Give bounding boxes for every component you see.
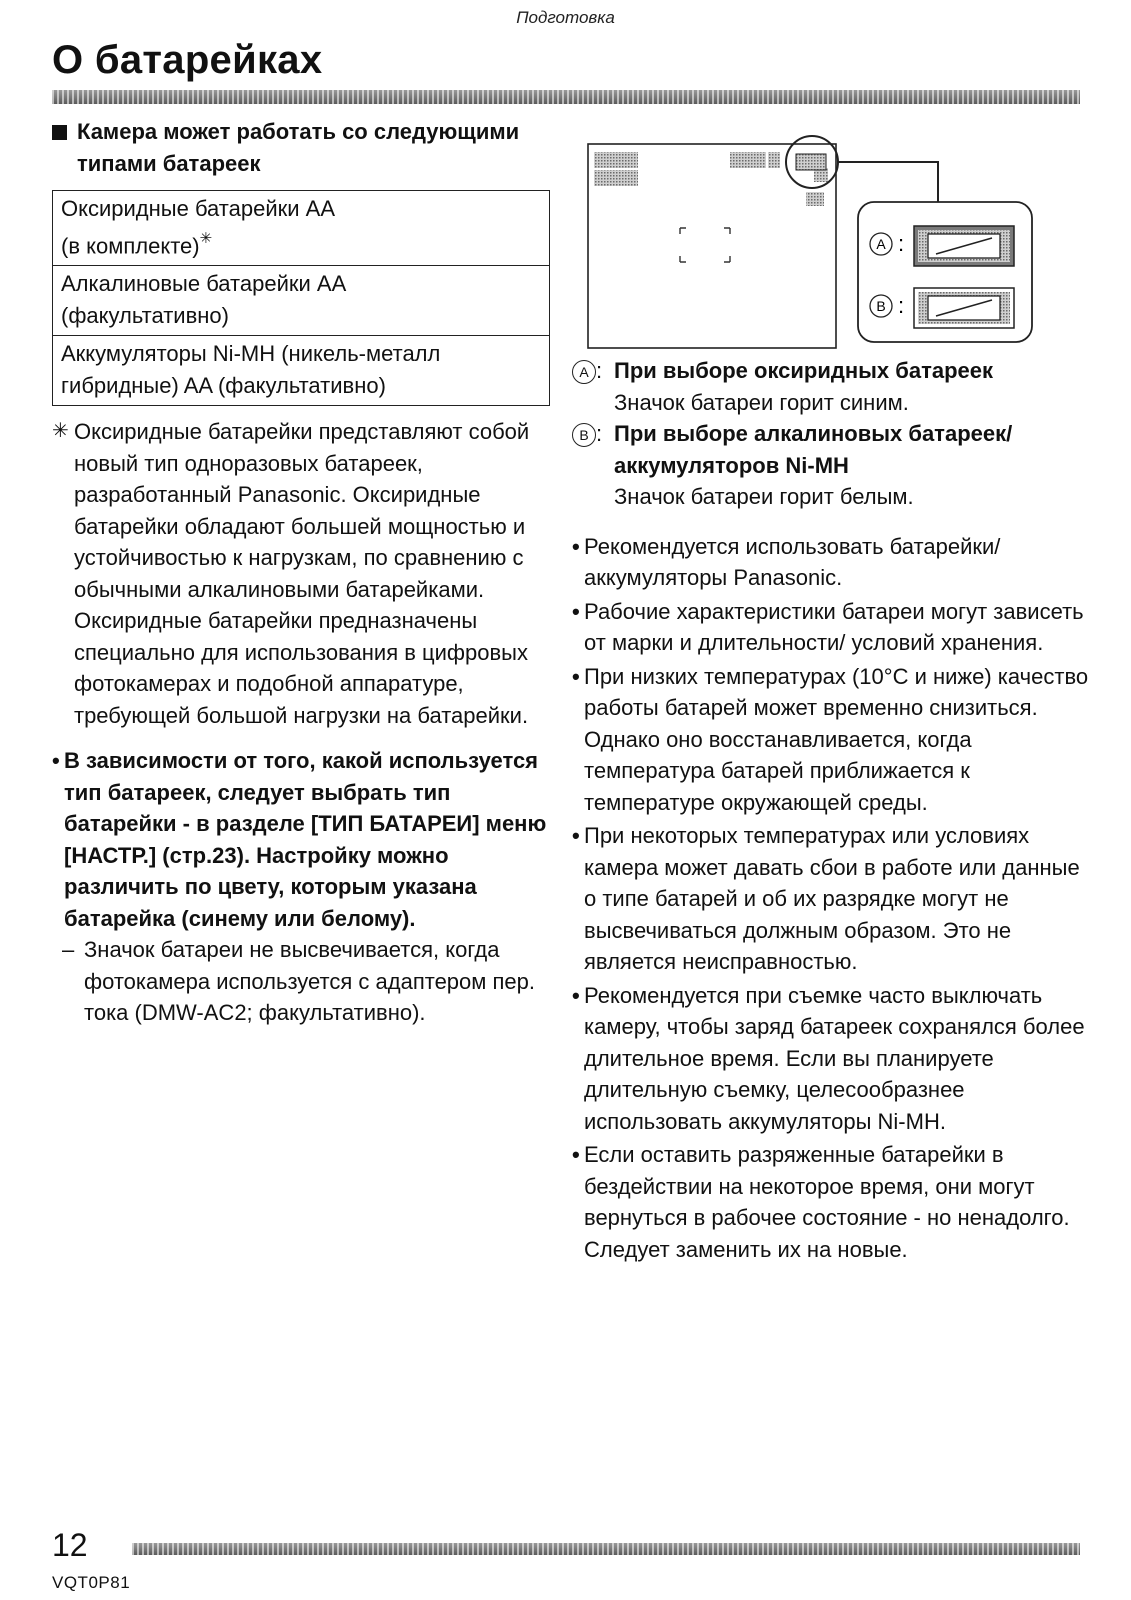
right-column	[572, 355, 1092, 1267]
mode-icon	[594, 152, 618, 168]
colon: :	[596, 421, 603, 446]
footnote-paragraph: Оксиридные батарейки представляют собой новый тип одноразовых батареек, разработанный Panasonic. Оксиридные батарейки обладают большей мощностью и устойчивостью к нагрузкам, по сравнению с обычными алкалиновыми батарейками.	[74, 419, 530, 602]
bullet-dot: •	[572, 533, 580, 559]
colon: :	[596, 358, 603, 383]
table-row	[53, 336, 550, 406]
page-number: 12	[52, 1527, 88, 1563]
list-item-text: При низких температурах (10°C и ниже) качество работы батарей может временно снизиться. Однако оно восстанавливается, когда температура батарей приближается к температуре окружающей среды.	[584, 663, 1089, 815]
recommendations-list	[572, 531, 1092, 1266]
cell-line: гибридные) AA (факультативно)	[61, 373, 386, 399]
legend-desc: Значок батареи горит синим.	[614, 389, 909, 415]
colon: :	[898, 293, 905, 318]
bullet-dot: •	[572, 1142, 580, 1167]
cell-line: (факультативно)	[61, 303, 229, 329]
list-item-text: Если оставить разряженные батарейки в бездействии на некоторое время, они могут вернуться в рабочее состояние - но ненадолго. Следует заменить их на новые.	[584, 1142, 1070, 1262]
asterisk-mark: ✳	[199, 230, 213, 247]
dash-mark: –	[62, 937, 75, 963]
colon: :	[898, 231, 905, 256]
oxyride-footnote	[52, 416, 552, 731]
circled-letter: B	[572, 423, 596, 447]
list-item-text: Рекомендуется использовать батарейки/аккумуляторы Panasonic.	[584, 533, 1001, 590]
circled-letter: A	[572, 360, 596, 384]
list-item	[572, 661, 1092, 819]
battery-type-setting-note	[52, 745, 552, 934]
cell-line: (в комплекте)	[61, 233, 200, 259]
document-code: VQT0P81	[52, 1573, 131, 1592]
quality-icon	[594, 170, 638, 186]
left-column	[52, 116, 552, 1029]
ac-adapter-note	[62, 934, 552, 1029]
label-a: A	[876, 236, 886, 252]
list-item	[572, 596, 1092, 659]
footer-rule	[132, 1543, 1080, 1555]
legend-title: При выборе оксиридных батареек	[614, 358, 994, 383]
title-rule	[52, 90, 1080, 104]
battery-types-table	[52, 190, 550, 406]
list-item-text: При некоторых температурах или условиях камера может давать сбои в работе или данные о типе батарей и об их разрядке могут не высвечиваться должным образом. Это не является неисправностью.	[584, 823, 1080, 974]
table-cell	[53, 191, 550, 266]
cell-line: Алкалиновые батарейки AA	[61, 271, 347, 297]
storage-icon	[806, 192, 824, 206]
battery-indicator-icon	[796, 154, 826, 170]
list-item	[572, 531, 1092, 594]
battery-types-heading	[52, 116, 552, 180]
list-item	[572, 1139, 1092, 1265]
table-row	[53, 191, 550, 266]
asterisk-mark: ✳	[52, 420, 69, 443]
bullet-dot: •	[572, 823, 580, 848]
cell-line: Оксиридные батарейки AA	[61, 196, 335, 221]
list-item	[572, 820, 1092, 978]
table-cell	[53, 336, 550, 406]
resolution-icon	[730, 152, 766, 168]
battery-types-heading-text: Камера может работать со следующими типами батареек	[77, 119, 520, 176]
bullet-dot: •	[52, 748, 60, 774]
flash-icon	[618, 152, 638, 168]
legend-item-a	[572, 355, 1092, 418]
bullet-dot: •	[572, 982, 580, 1008]
camera-lcd-illustration	[580, 130, 1060, 352]
label-b: B	[876, 298, 886, 314]
table-cell	[53, 266, 550, 336]
list-item	[572, 980, 1092, 1138]
square-bullet-icon	[52, 125, 67, 140]
ac-adapter-note-text: Значок батареи не высвечивается, когда фотокамера используется с адаптером пер. тока (DMW-AC2; факультативно).	[84, 937, 536, 1026]
bullet-dot: •	[572, 598, 580, 624]
legend-desc: Значок батареи горит белым.	[614, 484, 914, 509]
cell-line: Аккумуляторы Ni-MH (никель-металл	[61, 341, 441, 367]
menu-icon	[768, 152, 780, 168]
legend-title: При выборе алкалиновых батареек/аккумуляторов Ni-MH	[614, 421, 1013, 478]
legend-item-b	[572, 418, 1092, 513]
footnote-paragraph: Оксиридные батарейки предназначены специально для использования в цифровых фотокамерах и подобной аппаратуре, требующей большой нагрузки на батарейки.	[74, 608, 529, 728]
list-item-text: Рабочие характеристики батареи могут зависеть от марки и длительности/ условий хранения.	[584, 598, 1084, 655]
page-title: О батарейках	[52, 38, 323, 82]
section-label: Подготовка	[516, 8, 615, 27]
list-item-text: Рекомендуется при съемке часто выключать камеру, чтобы заряд батареек сохранялся более длительное время. Если вы планируете длительную съемку, целесообразнее использовать аккумуляторы Ni-MH.	[584, 982, 1085, 1134]
bullet-dot: •	[572, 663, 580, 689]
table-row	[53, 266, 550, 336]
bold-note-text: В зависимости от того, какой используется тип батареек, следует выбрать тип батарейки - в разделе [ТИП БАТАРЕИ] меню [НАСТР.] (стр.23). Настройку можно различить по цвету, которым указана батарейка (синему или белому).	[64, 748, 547, 931]
